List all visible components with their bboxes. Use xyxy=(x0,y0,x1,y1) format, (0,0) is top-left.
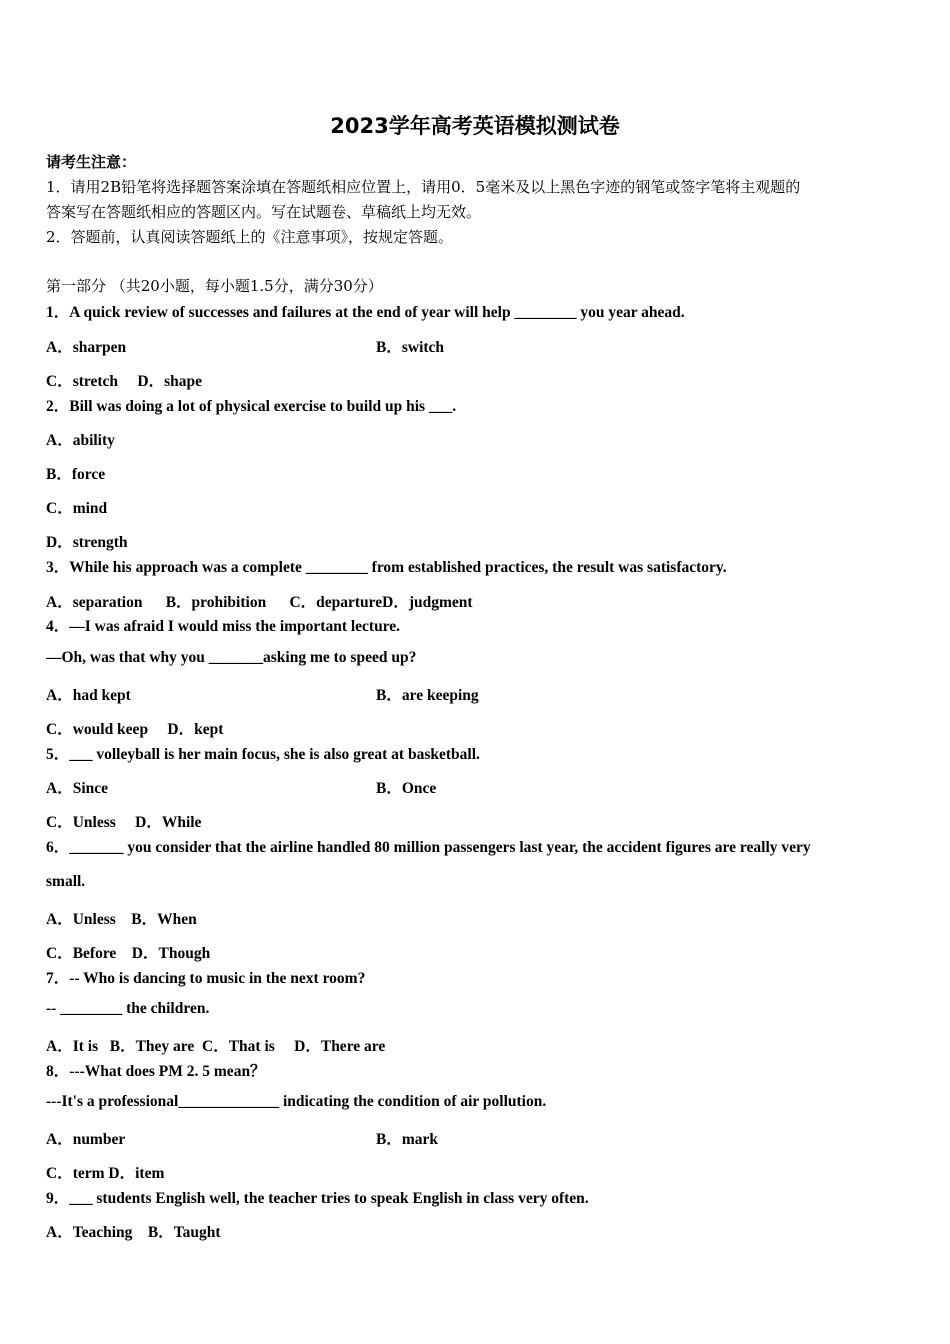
notice-line-2: 答案写在答题纸相应的答题区内。写在试题卷、草稿纸上均无效。 xyxy=(46,203,482,221)
question-4-options-cd: C．would keep D．kept xyxy=(46,721,224,738)
notice-line-3: 2．答题前，认真阅读答题纸上的《注意事项》，按规定答题。 xyxy=(46,228,454,246)
question-3-options: A．separation B．prohibition C．departureD．judgment xyxy=(46,594,473,611)
question-8-option-a: A．number xyxy=(46,1131,126,1148)
question-3-stem: 3．While his approach was a complete ________ from established practices, the result was satisfactory. xyxy=(46,559,727,576)
page-title: 2023学年高考英语模拟测试卷 xyxy=(330,114,620,138)
question-1-option-b: B．switch xyxy=(376,339,445,356)
question-2-option-c: C．mind xyxy=(46,500,108,517)
question-2-option-b: B．force xyxy=(46,466,106,483)
question-9-options-ab: A．Teaching B．Taught xyxy=(46,1224,221,1241)
question-8-stem: 8．---What does PM 2. 5 mean？ xyxy=(46,1063,266,1080)
question-4-option-a: A．had kept xyxy=(46,687,131,704)
question-1-option-a: A．sharpen xyxy=(46,339,127,356)
question-7-stem: 7．-- Who is dancing to music in the next room? xyxy=(46,970,366,987)
question-1-options-cd: C．stretch D．shape xyxy=(46,373,202,390)
question-6-stem: 6．_______ you consider that the airline handled 80 million passengers last year, the accident figures are really very xyxy=(46,839,811,856)
question-5-options-cd: C．Unless D．While xyxy=(46,814,202,831)
notice-line-1: 1．请用2B铅笔将选择题答案涂填在答题纸相应位置上，请用0．5毫米及以上黑色字迹的钢笔或签字笔将主观题的 xyxy=(46,178,801,196)
question-2-option-a: A．ability xyxy=(46,432,115,449)
question-2-option-d: D．strength xyxy=(46,534,128,551)
question-8-stem-2: ---It's a professional_____________ indicating the condition of air pollution. xyxy=(46,1093,547,1110)
question-8-option-b: B．mark xyxy=(376,1131,439,1148)
question-7-stem-2: -- ________ the children. xyxy=(46,1000,210,1017)
notice-heading: 请考生注意： xyxy=(46,153,137,171)
question-5-option-a: A．Since xyxy=(46,780,109,797)
question-7-options: A．It is B．They are C．That is D．There are xyxy=(46,1038,386,1055)
question-6-options-cd: C．Before D．Though xyxy=(46,945,211,962)
question-2-stem: 2．Bill was doing a lot of physical exercise to build up his ___. xyxy=(46,398,457,415)
question-4-stem: 4．—I was afraid I would miss the important lecture. xyxy=(46,618,401,635)
question-6-options-ab: A．Unless B．When xyxy=(46,911,197,928)
question-9-stem: 9．___ students English well, the teacher tries to speak English in class very often. xyxy=(46,1190,589,1207)
question-4-stem-2: —Oh, was that why you _______asking me to speed up? xyxy=(46,649,417,666)
question-1-stem: 1．A quick review of successes and failures at the end of year will help ________ you year ahead. xyxy=(46,304,685,321)
question-5-stem: 5．___ volleyball is her main focus, she is also great at basketball. xyxy=(46,746,480,763)
part-heading: 第一部分 （共20小题，每小题1.5分，满分30分） xyxy=(46,277,383,295)
question-5-option-b: B．Once xyxy=(376,780,437,797)
question-4-option-b: B．are keeping xyxy=(376,687,479,704)
question-8-options-cd: C．term D．item xyxy=(46,1165,165,1182)
question-6-stem-2: small. xyxy=(46,873,86,890)
